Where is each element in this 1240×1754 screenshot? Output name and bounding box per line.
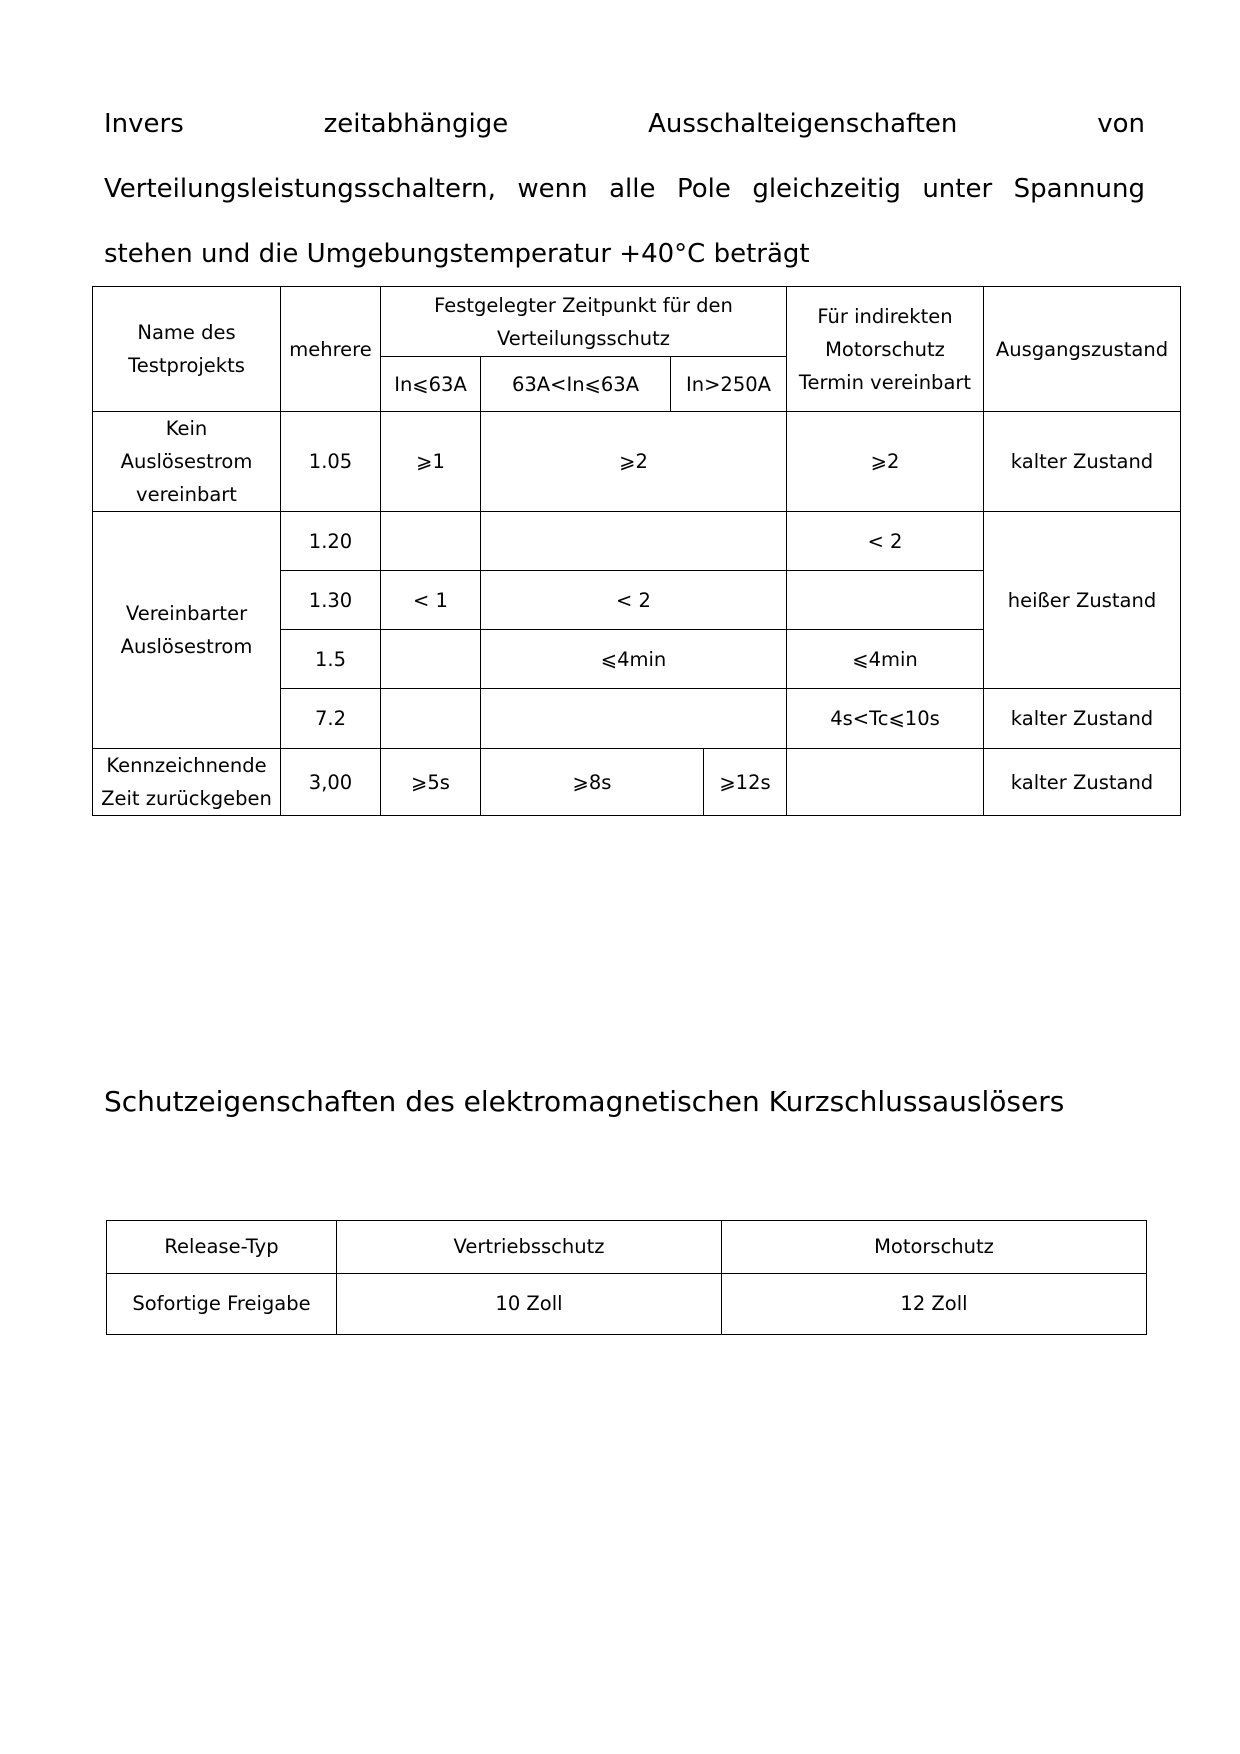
row3-motor [787, 571, 984, 630]
row2-motor: < 2 [787, 512, 984, 571]
row5-c1 [381, 689, 481, 749]
t2-distribution-value: 10 Zoll [337, 1274, 722, 1335]
row3-c1: < 1 [381, 571, 481, 630]
row3-c2: < 2 [481, 571, 787, 630]
row1-multiple: 1.05 [281, 412, 381, 512]
hot-state: heißer Zustand [984, 512, 1181, 689]
row2-multiple: 1.20 [281, 512, 381, 571]
t2-motor-value: 12 Zoll [722, 1274, 1147, 1335]
row5-state: kalter Zustand [984, 689, 1181, 749]
header-in-gt-250a: In>250A [671, 357, 787, 412]
row4-multiple: 1.5 [281, 630, 381, 689]
t2-header-distribution: Vertriebsschutz [337, 1221, 722, 1274]
row5-c2 [481, 689, 787, 749]
row6-c3: ⩾12s [704, 749, 787, 816]
row2-c2 [481, 512, 787, 571]
group-name: Vereinbarter Auslösestrom [93, 512, 281, 749]
row1-name: Kein Auslösestrom vereinbart [93, 412, 281, 512]
row5-multiple: 7.2 [281, 689, 381, 749]
row6-c2: ⩾8s [481, 749, 704, 816]
row2-c1 [381, 512, 481, 571]
header-63a-in-63a: 63A<In⩽63A [481, 357, 671, 412]
row6-motor [787, 749, 984, 816]
header-multiple: mehrere [281, 287, 381, 412]
t2-header-motor: Motorschutz [722, 1221, 1147, 1274]
intro-paragraph: Invers zeitabhängige Ausschalteigenschaften von Verteilungsleistungsschaltern, wenn alle Pole gleichzeitig unter Spannung stehen und die Umgebungstemperatur +40°C beträgt [104, 109, 1145, 269]
section-heading: Schutzeigenschaften des elektromagnetischen Kurzschlussauslösers [104, 1085, 1065, 1118]
header-name: Name des Testprojekts [93, 287, 281, 412]
header-initial-state: Ausgangszustand [984, 287, 1181, 412]
row5-motor: 4s<Tc⩽10s [787, 689, 984, 749]
t2-release-type: Sofortige Freigabe [107, 1274, 337, 1335]
header-distribution-time: Festgelegter Zeitpunkt für den Verteilungsschutz [381, 287, 787, 357]
row4-motor: ⩽4min [787, 630, 984, 689]
row6-c1: ⩾5s [381, 749, 481, 816]
row1-c2: ⩾2 [481, 412, 787, 512]
row1-c1: ⩾1 [381, 412, 481, 512]
row3-multiple: 1.30 [281, 571, 381, 630]
row1-motor: ⩾2 [787, 412, 984, 512]
header-in-le-63a: In⩽63A [381, 357, 481, 412]
row4-c1 [381, 630, 481, 689]
row4-c2: ⩽4min [481, 630, 787, 689]
short-circuit-release-table [106, 1220, 1147, 1335]
inverse-time-characteristics-table [92, 286, 1181, 816]
row1-state: kalter Zustand [984, 412, 1181, 512]
row6-name: Kennzeichnende Zeit zurückgeben [93, 749, 281, 816]
row6-multiple: 3,00 [281, 749, 381, 816]
t2-header-release-type: Release-Typ [107, 1221, 337, 1274]
row6-state: kalter Zustand [984, 749, 1181, 816]
header-motor-protection: Für indirekten Motorschutz Termin vereinbart [787, 287, 984, 412]
